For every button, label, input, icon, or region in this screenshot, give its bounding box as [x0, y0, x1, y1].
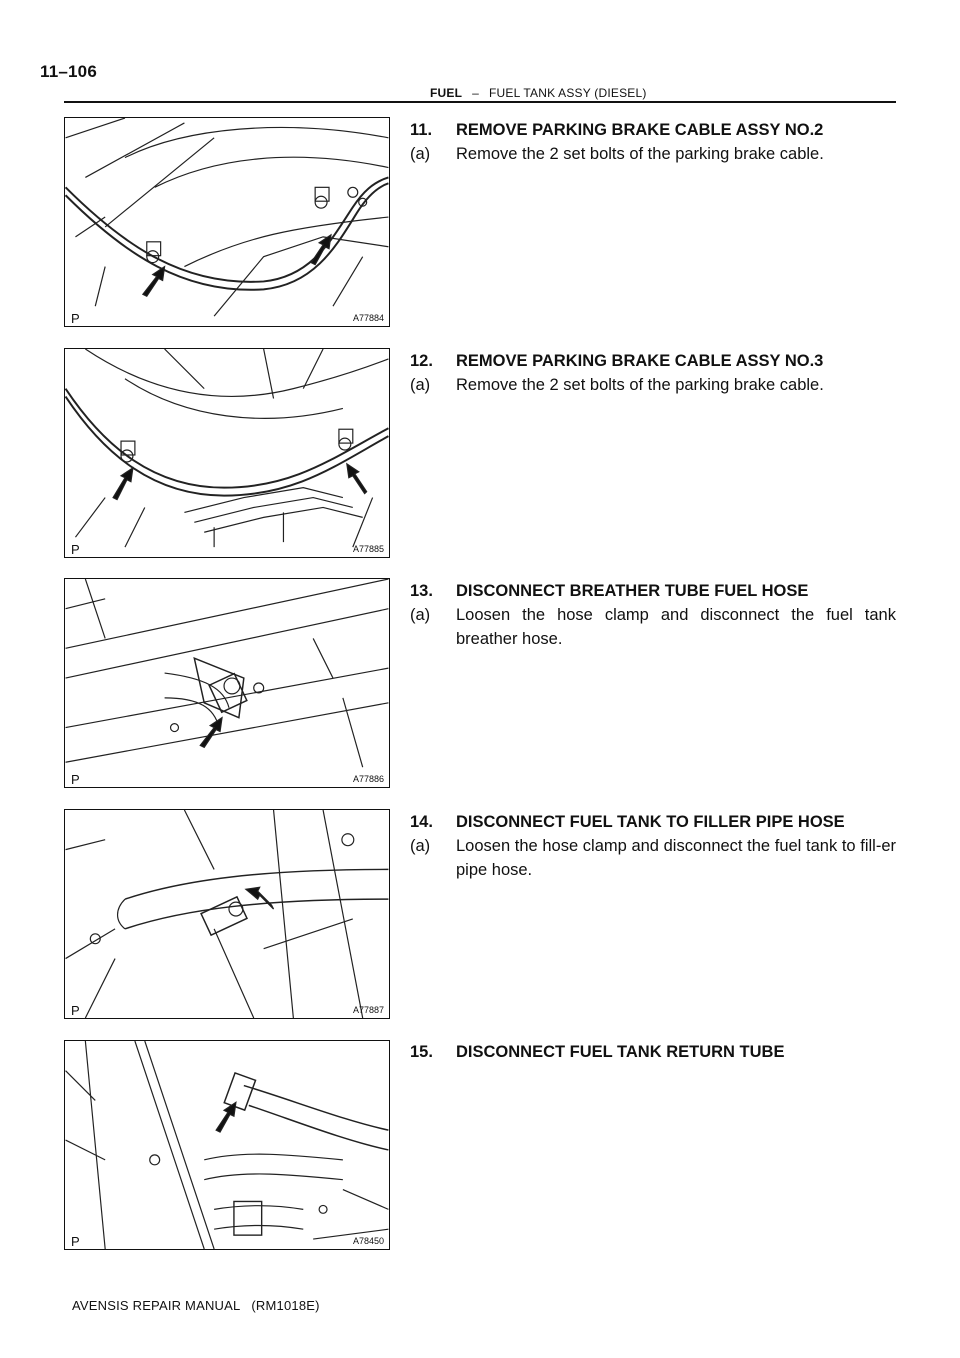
figure-code: A78450 [352, 1236, 384, 1246]
substep-tag: (a) [410, 145, 431, 163]
figure-label: P [71, 311, 80, 326]
section-name: FUEL [430, 86, 463, 100]
step-title: DISCONNECT FUEL TANK TO FILLER PIPE HOSE [456, 813, 845, 831]
illustration-return-tube [65, 1041, 389, 1249]
substep-tag: (a) [410, 837, 431, 855]
figure-label: P [71, 1234, 80, 1249]
step-title: DISCONNECT BREATHER TUBE FUEL HOSE [456, 582, 809, 600]
footer-manual-title: AVENSIS REPAIR MANUAL (RM1018E) [72, 1298, 320, 1313]
figure-code: A77885 [352, 544, 384, 554]
step-number: 15. [410, 1043, 433, 1061]
step-title: REMOVE PARKING BRAKE CABLE ASSY NO.3 [456, 352, 824, 370]
substep-tag: (a) [410, 376, 431, 394]
page-number: 11–106 [40, 62, 97, 81]
step-13 [410, 579, 896, 651]
step-number: 13. [410, 582, 433, 600]
figure-code: A77886 [352, 774, 384, 784]
step-heading [410, 349, 896, 373]
step-number: 14. [410, 813, 433, 831]
illustration-cable-no3 [65, 349, 389, 557]
substep-tag: (a) [410, 606, 431, 624]
step-14 [410, 810, 896, 882]
step-substep [410, 834, 896, 882]
substep-text: Remove the 2 set bolts of the parking brake cable. [456, 145, 824, 163]
step-number: 11. [410, 121, 433, 139]
step-substep [410, 373, 896, 397]
section-separator: – [472, 86, 480, 100]
step-number: 12. [410, 352, 433, 370]
step-substep [410, 603, 896, 651]
illustration-filler-pipe-hose [65, 810, 389, 1018]
figure-label: P [71, 772, 80, 787]
figure-code: A77887 [352, 1005, 384, 1015]
figure-breather-tube-hose [64, 578, 390, 788]
header-rule [64, 101, 896, 103]
step-15 [410, 1040, 896, 1064]
subsection-name: FUEL TANK ASSY (DIESEL) [489, 86, 647, 100]
figure-filler-pipe-hose [64, 809, 390, 1019]
substep-text: Loosen the hose clamp and disconnect the fuel tank to fill-er pipe hose. [456, 837, 896, 879]
illustration-breather-hose [65, 579, 389, 787]
step-substep [410, 142, 896, 166]
step-heading [410, 118, 896, 142]
figure-label: P [71, 542, 80, 557]
illustration-cable-no2 [65, 118, 389, 326]
figure-label: P [71, 1003, 80, 1018]
step-title: REMOVE PARKING BRAKE CABLE ASSY NO.2 [456, 121, 824, 139]
step-heading [410, 810, 896, 834]
step-12 [410, 349, 896, 397]
step-11 [410, 118, 896, 166]
figure-code: A77884 [352, 313, 384, 323]
figure-parking-brake-cable-no2 [64, 117, 390, 327]
section-title [430, 86, 647, 100]
figure-parking-brake-cable-no3 [64, 348, 390, 558]
substep-text: Loosen the hose clamp and disconnect the fuel tank breather hose. [456, 606, 896, 648]
figure-return-tube [64, 1040, 390, 1250]
step-heading [410, 579, 896, 603]
substep-text: Remove the 2 set bolts of the parking brake cable. [456, 376, 824, 394]
step-heading [410, 1040, 896, 1064]
step-title: DISCONNECT FUEL TANK RETURN TUBE [456, 1043, 785, 1061]
